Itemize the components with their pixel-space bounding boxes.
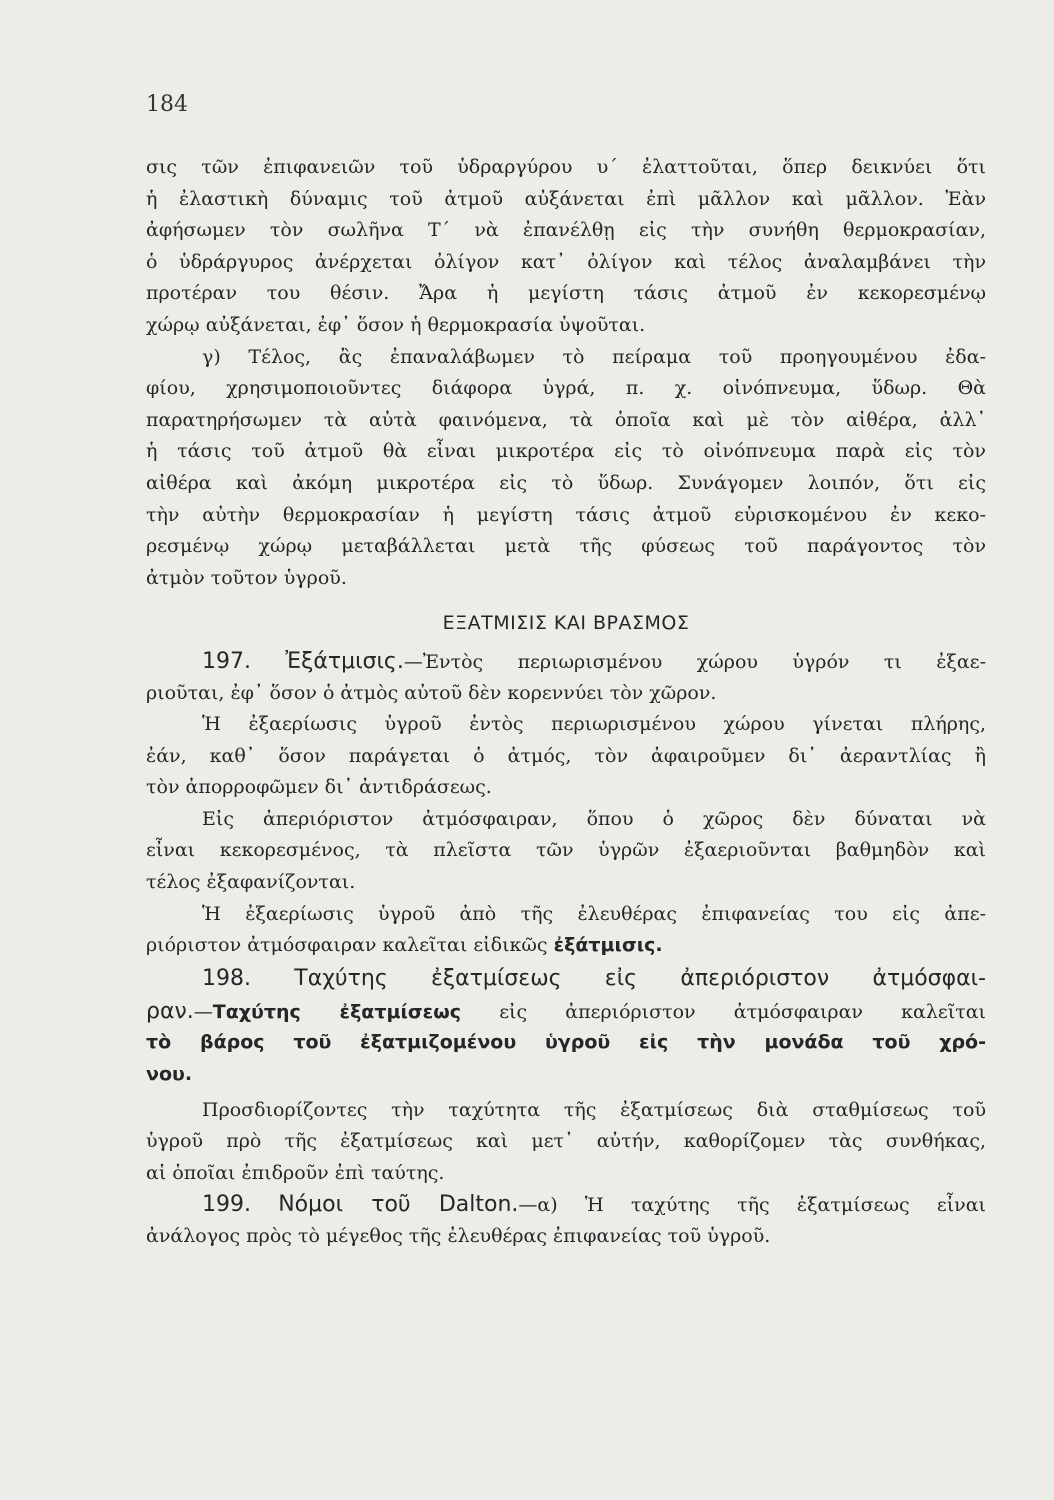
text-line: Ἡ ἐξαερίωσις ὑγροῦ ἐντὸς περιωρισμένου χώρου γίνεται πλήρης, <box>202 713 986 736</box>
paragraph-gamma <box>146 342 986 595</box>
text-line: τέλος ἐξαφανίζονται. <box>146 871 356 894</box>
text-line: τὸν ἀπορροφῶμεν δι᾿ ἀντιδράσεως. <box>146 776 492 799</box>
text-span: α) Ἡ ταχύτης τῆς ἐξατμίσεως εἶναι <box>537 1194 986 1217</box>
text-line: εἶναι κεκορεσμένος, τὰ πλεῖστα τῶν ὑγρῶν ἐξαεριοῦνται βαθμηδὸν καὶ <box>146 839 986 862</box>
text-line: τὴν αὐτὴν θερμοκρασίαν ἡ μεγίστη τάσις ἀτμοῦ εὑρισκομένου ἐν κεκο- <box>146 503 986 526</box>
section-198 <box>146 962 986 1091</box>
section-title-end: ραν. <box>146 998 194 1024</box>
text-line: ριοῦται, ἐφ᾿ ὅσον ὁ ἀτμὸς αὐτοῦ δὲν κορεννύει τὸν χῶρον. <box>146 681 717 704</box>
em-dash: — <box>518 1194 538 1217</box>
section-number: 199. <box>202 1192 251 1218</box>
section-number: 198. <box>202 965 251 991</box>
text-line: σις τῶν ἐπιφανειῶν τοῦ ὑδραργύρου υ΄ ἐλαττοῦται, ὅπερ δεικνύει ὅτι <box>146 156 986 178</box>
text-line: ρεσμένῳ χώρῳ μεταβάλλεται μετὰ τῆς φύσεως τοῦ παράγοντος τὸν <box>146 535 986 558</box>
section-title: Νόμοι τοῦ Dalton. <box>278 1192 519 1218</box>
definition-line: τὸ βάρος τοῦ ἐξατμιζομένου ὑγροῦ εἰς τὴν μονάδα τοῦ χρό- <box>146 1031 986 1054</box>
text-span: εἰς ἀπεριόριστον ἀτμόσφαιραν καλεῖται <box>499 1000 986 1023</box>
text-line: γ) Τέλος, ἂς ἐπαναλάβωμεν τὸ πείραμα τοῦ προηγουμένου ἐδα- <box>202 345 986 368</box>
text-line: ἀνάλογος πρὸς τὸ μέγεθος τῆς ἐλευθέρας ἐπιφανείας τοῦ ὑγροῦ. <box>146 1225 771 1247</box>
defined-term: ἐξάτμισις. <box>553 934 663 957</box>
em-dash: — <box>193 1000 213 1023</box>
text-line <box>146 930 986 962</box>
text-line: Ἡ ἐξαερίωσις ὑγροῦ ἀπὸ τῆς ἐλευθέρας ἐπιφανείας του εἰς ἀπε- <box>202 902 986 925</box>
section-title: Ἐξάτμισις. <box>285 648 404 674</box>
section-198-title-line <box>146 962 986 996</box>
paragraph <box>146 1095 986 1190</box>
text-line: ἡ τάσις τοῦ ἀτμοῦ θὰ εἶναι μικροτέρα εἰς τὸ οἰνόπνευμα παρὰ εἰς τὸν <box>146 440 986 463</box>
section-197-title-line <box>146 646 986 678</box>
text-line: ἀφήσωμεν τὸν σωλῆνα Τ΄ νὰ ἐπανέλθῃ εἰς τὴν συνήθη θερμοκρασίαν, <box>146 219 986 242</box>
text-line: Εἰς ἀπεριόριστον ἀτμόσφαιραν, ὅπου ὁ χῶρος δὲν δύναται νὰ <box>202 807 986 830</box>
section-heading: ΕΞΑΤΜΙΣΙΣ ΚΑΙ ΒΡΑΣΜΟΣ <box>442 612 690 635</box>
paragraph <box>146 804 986 899</box>
text-line: ὁ ὑδράργυρος ἀνέρχεται ὀλίγον κατ᾿ ὀλίγον καὶ τέλος ἀναλαμβάνει τὴν <box>146 250 986 273</box>
text-span: Ἐντὸς περιωρισμένου χώρου ὑγρόν τι ἐξαε- <box>422 650 986 673</box>
bold-lead: Ταχύτης ἐξατμίσεως <box>212 1000 462 1023</box>
paragraph-definition <box>146 899 986 962</box>
text-line: αἱ ὁποῖαι ἐπιδροῦν ἐπὶ ταύτης. <box>146 1161 445 1184</box>
section-199 <box>146 1189 986 1252</box>
text-line: ἐάν, καθ᾿ ὅσον παράγεται ὁ ἀτμός, τὸν ἀφαιροῦμεν δι᾿ ἀεραντλίας ἢ <box>146 744 986 767</box>
definition-line: νου. <box>146 1063 193 1086</box>
text-line: ἡ ἐλαστικὴ δύναμις τοῦ ἀτμοῦ αὐξάνεται ἐπὶ μᾶλλον καὶ μᾶλλον. Ἐὰν <box>146 187 986 210</box>
text-line: ὑγροῦ πρὸ τῆς ἐξατμίσεως καὶ μετ᾿ αὐτήν, καθορίζομεν τὰς συνθήκας, <box>146 1130 986 1153</box>
text-line: παρατηρήσωμεν τὰ αὐτὰ φαινόμενα, τὰ ὁποῖα καὶ μὲ τὸν αἰθέρα, ἀλλ᾿ <box>146 408 986 431</box>
text-line: ἀτμὸν τοῦτον ὑγροῦ. <box>146 566 347 589</box>
text-line: αἰθέρα καὶ ἀκόμη μικροτέρα εἰς τὸ ὕδωρ. Συνάγομεν λοιπόν, ὅτι εἰς <box>146 471 986 494</box>
section-199-title-line <box>146 1189 986 1221</box>
text-span: ριόριστον ἀτμόσφαιραν καλεῖται εἰδικῶς <box>146 934 548 957</box>
section-title: Ταχύτης ἐξατμίσεως εἰς ἀπεριόριστον ἀτμόσφαι- <box>294 965 986 991</box>
paragraph-continuation <box>146 152 986 342</box>
text-line: προτέραν του θέσιν. Ἄρα ἡ μεγίστη τάσις ἀτμοῦ ἐν κεκορεσμένῳ <box>146 282 986 305</box>
text-line: Προσδιορίζοντες τὴν ταχύτητα τῆς ἐξατμίσεως διὰ σταθμίσεως τοῦ <box>202 1098 986 1121</box>
text-line: χώρῳ αὐξάνεται, ἐφ᾿ ὅσον ἡ θερμοκρασία ὑψοῦται. <box>146 313 646 336</box>
text-line: φίου, χρησιμοποιοῦντες διάφορα ὑγρά, π. χ. οἰνόπνευμα, ὕδωρ. Θὰ <box>146 377 986 400</box>
em-dash: — <box>403 650 423 673</box>
text-line <box>146 996 986 1028</box>
section-197 <box>146 646 986 709</box>
paragraph <box>146 709 986 804</box>
page-number: 184 <box>146 92 188 117</box>
page-body <box>146 152 986 1253</box>
section-number: 197. <box>202 648 251 674</box>
